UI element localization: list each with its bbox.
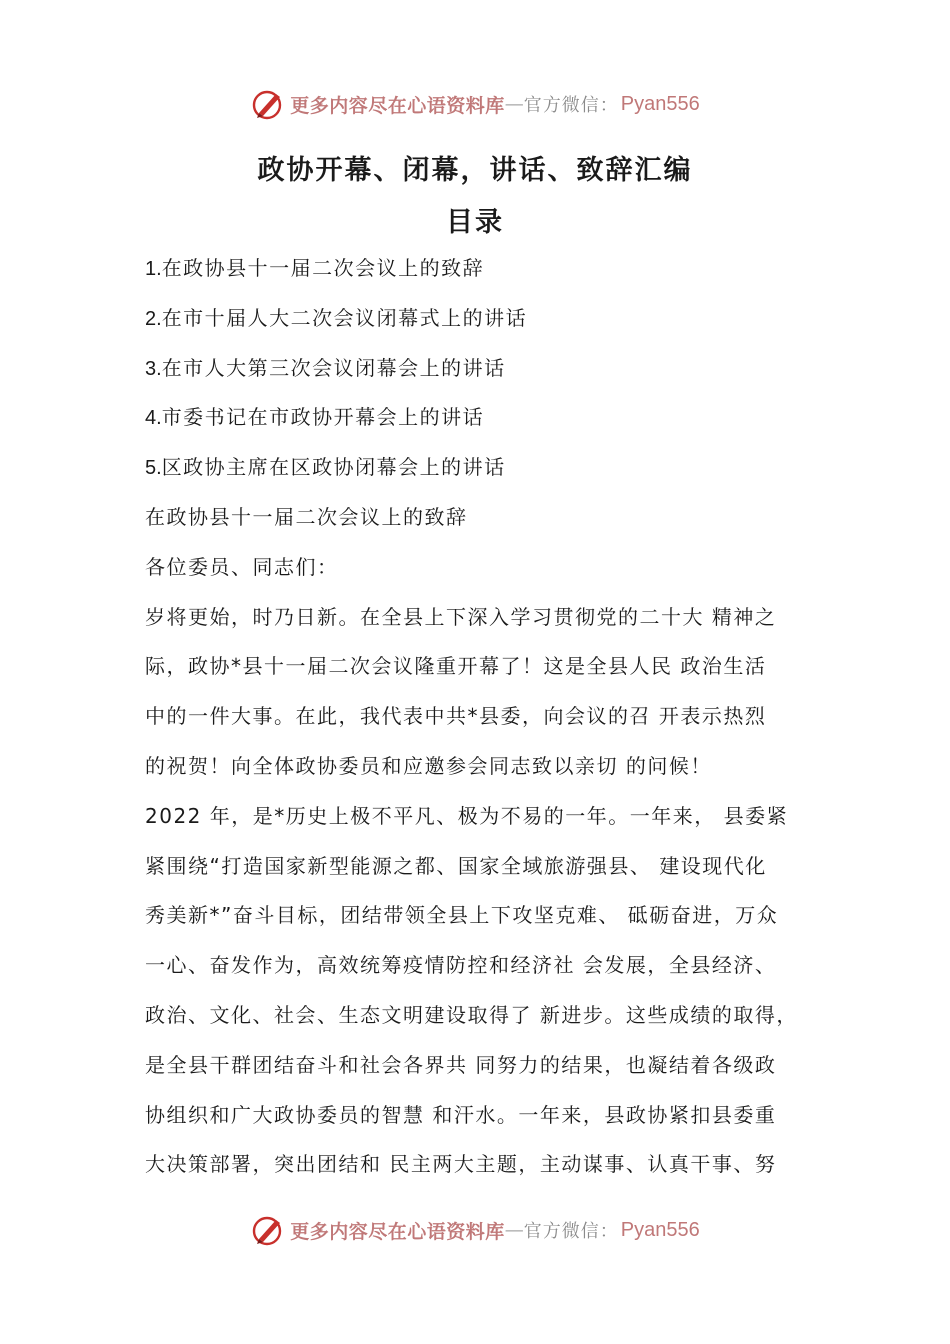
document-body (145, 244, 825, 1190)
watermark-text: 更多内容尽在心语资料库 (290, 94, 505, 117)
pen-logo-icon (250, 1212, 286, 1248)
watermark-text: 更多内容尽在心语资料库 (290, 1220, 505, 1243)
body-line: 一心、奋发作为，高效统筹疫情防控和经济社 会发展，全县经济、 (145, 953, 777, 978)
body-line: 中的一件大事。在此，我代表中共*县委，向会议的召 开表示热烈 (145, 704, 767, 729)
watermark-wechat-id: Pyan556 (620, 92, 700, 115)
body-line: 岁将更始，时乃日新。在全县上下深入学习贯彻党的二十大 精神之 (145, 604, 777, 629)
toc-item: 2.在市十届人大二次会议闭幕式上的讲话 (145, 305, 528, 330)
watermark-wechat-label: 官方微信： (523, 1221, 619, 1242)
toc-item: 4.市委书记在市政协开幕会上的讲话 (145, 405, 485, 430)
body-line: 大决策部署，突出团结和 民主两大主题，主动谋事、认真干事、努 (145, 1152, 777, 1177)
toc-item: 5.区政协主席在区政协闭幕会上的讲话 (145, 455, 506, 480)
body-line: 紧围绕“打造国家新型能源之都、国家全域旅游强县、 建设现代化 (145, 853, 767, 878)
body-line: 是全县干群团结奋斗和社会各界共 同努力的结果，也凝结着各级政 (145, 1052, 777, 1077)
toc-heading: 目录 (446, 207, 504, 238)
watermark-wechat-label: 官方微信： (523, 95, 619, 116)
body-line: 政治、文化、社会、生态文明建设取得了 新进步。这些成绩的取得， (145, 1002, 798, 1027)
document-title: 政协开幕、闭幕，讲话、致辞汇编 (257, 155, 693, 186)
watermark-dash: — (504, 1219, 524, 1241)
toc-item: 3.在市人大第三次会议闭幕会上的讲话 (145, 355, 506, 380)
speech-title: 在政协县十一届二次会议上的致辞 (145, 504, 468, 529)
watermark-wechat-id: Pyan556 (620, 1218, 700, 1241)
salutation: 各位委员、同志们： (145, 554, 339, 579)
body-line: 2022 年，是*历史上极不平凡、极为不易的一年。一年来， 县委紧 (145, 803, 789, 828)
body-line: 秀美新*”奋斗目标，团结带领全县上下攻坚克难、 砥砺奋进，万众 (145, 903, 779, 928)
body-line: 协组织和广大政协委员的智慧 和汗水。一年来，县政协紧扣县委重 (145, 1102, 777, 1127)
body-line: 际，政协*县十一届二次会议隆重开幕了！这是全县人民 政治生活 (145, 654, 767, 679)
toc-item: 1.在政协县十一届二次会议上的致辞 (145, 256, 485, 280)
footer-watermark (0, 1210, 950, 1250)
watermark-dash: — (504, 93, 524, 115)
body-line: 的祝贺！向全体政协委员和应邀参会同志致以亲切 的问候！ (145, 753, 712, 778)
header-watermark (0, 84, 950, 124)
pen-logo-icon (250, 86, 286, 122)
